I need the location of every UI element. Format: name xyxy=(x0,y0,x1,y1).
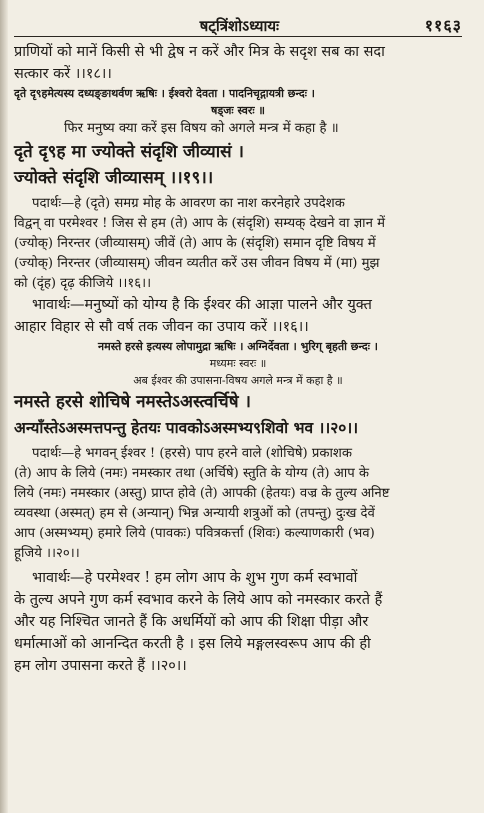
text-line: सत्कार करें ।।१८।। xyxy=(14,66,112,82)
text-line: पदार्थः—हे (दृते) समग्र मोह के आवरण का नाश करनेहारे उपदेशक xyxy=(32,196,345,211)
text-line: आप (अस्मभ्यम्) हमारे लिये (पावकः) पवित्रकर्त्ता (शिवः) कल्याणकारी (भव) xyxy=(14,526,375,541)
chapter-title: षट्त्रिंशोऽध्यायः xyxy=(199,17,280,35)
svara-line: मध्यमः स्वरः ॥ xyxy=(209,357,267,370)
text-line: (ते) आप के लिये (नमः) नमस्कार तथा (अर्चिषे) स्तुति के योग्य (ते) आप के xyxy=(14,466,369,481)
text-line: लिये (नमः) नमस्कार (अस्तु) प्राप्त होवे (ते) आपकी (हेतयः) वज्र के तुल्य अनिष्ट xyxy=(14,486,390,501)
text-line: हूजिये ।।२०।। xyxy=(14,546,80,561)
page-gutter-shadow xyxy=(0,0,8,813)
intro-paragraph xyxy=(14,41,462,85)
bhavartha-paragraph xyxy=(14,567,462,677)
svara-line: षड्जः स्वरः ॥ xyxy=(211,104,265,117)
padartha-paragraph xyxy=(14,194,462,294)
text-line: व्यवस्था (अस्मत्) हम से (अन्यान्) भिन्न अन्यायी शत्रुओं को (तपन्तु) दुःख देवें xyxy=(14,506,375,521)
text-line: को (दृंह) दृढ़ कीजिये ।।१६।। xyxy=(14,276,152,291)
text-line: विद्वन् वा परमेश्वर ! जिस से हम (ते) आप के (संदृशि) सम्यक् देखने वा ज्ञान में xyxy=(14,216,385,231)
page-number: ११६३ xyxy=(424,16,462,35)
text-line: (ज्योक्) निरन्तर (जीव्यासम्) जीवें (ते) आप के (संदृशि) समान दृष्टि विषय में xyxy=(14,236,376,251)
bhavartha-paragraph xyxy=(14,294,462,338)
text-line: भावार्थः—मनुष्यों को योग्य है कि ईश्वर की आज्ञा पालने और युक्त xyxy=(32,297,372,313)
text-line: भावार्थः—हे परमेश्वर ! हम लोग आप के शुभ गुण कर्म स्वभावों xyxy=(32,570,358,586)
text-line: आहार विहार से सौ वर्ष तक जीवन का उपाय करें ।।१६।। xyxy=(14,319,309,335)
prelude-line: अब ईश्वर की उपासना-विषय अगले मन्त्र में कहा है ॥ xyxy=(133,374,343,387)
mantra-line: दृते दृ९ह मा ज्योक्ते संदृशि जीव्यासं । xyxy=(14,142,244,162)
text-line: और यह निश्चित जानते हैं कि अधर्मियों को आप की शिक्षा पीड़ा और xyxy=(14,614,369,630)
text-line: हम लोग उपासना करते हैं ।।२०।। xyxy=(14,658,187,674)
text-line: के तुल्य अपने गुण कर्म स्वभाव करने के लिये आप को नमस्कार करते हैं xyxy=(14,592,383,608)
rishi-line: दृते दृ९हमेत्यस्य दध्यङ्ङाथर्वण ऋषिः । ईश्वरो देवता । पादनिचृद्गायत्री छन्दः । xyxy=(14,87,315,100)
page-header xyxy=(14,0,462,37)
text-line: प्राणियों को मानें किसी से भी द्वेष न करें और मित्र के सदृश सब का सदा xyxy=(14,44,385,60)
prelude-line: फिर मनुष्य क्या करें इस विषय को अगले मन्त्र में कहा है ॥ xyxy=(64,121,339,136)
padartha-paragraph xyxy=(14,444,462,564)
text-line: पदार्थः—हे भगवन् ईश्वर ! (हरसे) पाप हरने वाले (शोचिषे) प्रकाशक xyxy=(32,446,352,461)
mantra-line: नमस्ते हरसे शोचिषे नमस्तेऽअस्त्वर्चिषे । xyxy=(14,392,251,412)
text-line: धर्मात्माओं को आनन्दित करती है । इस लिये मङ्गलस्वरूप आप की ही xyxy=(14,636,371,652)
mantra-line: अन्याँस्तेऽअस्मत्तपन्तु हेतयः पावकोऽअस्मभ्य९शिवो भव ।।२०।। xyxy=(14,418,359,437)
mantra-line: ज्योक्ते संदृशि जीव्यासम् ।।१९।। xyxy=(14,168,214,188)
rishi-line: नमस्ते हरसे इत्यस्य लोपामुद्रा ऋषिः । अग्निर्देवता । भुरिग् बृहती छन्दः । xyxy=(98,340,378,353)
text-line: (ज्योक्) निरन्तर (जीव्यासम्) जीवन व्यतीत करें उस जीवन विषय में (मा) मुझ xyxy=(14,256,380,271)
